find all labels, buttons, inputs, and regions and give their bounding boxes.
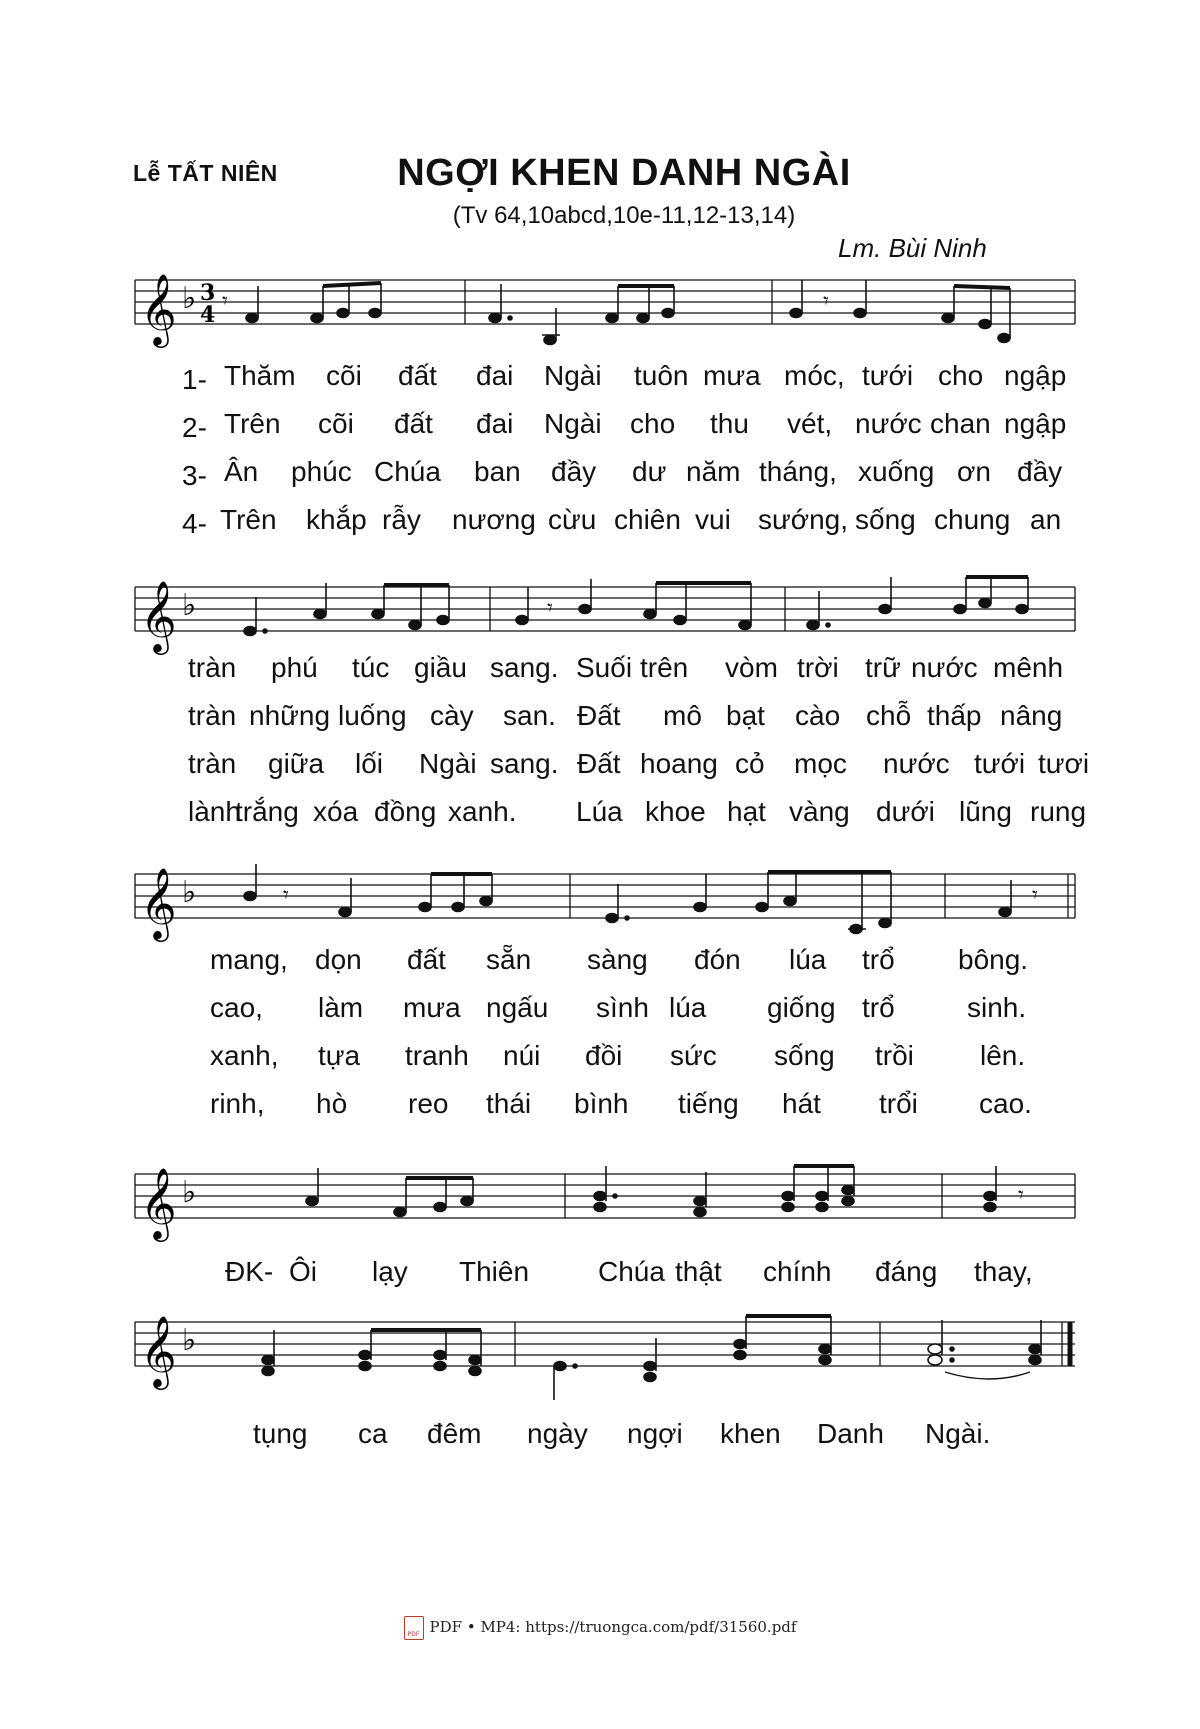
lyric-word: cho bbox=[938, 360, 984, 391]
verse-number: 4- bbox=[182, 508, 207, 539]
svg-text:♭: ♭ bbox=[182, 1175, 197, 1210]
lyric-word: trồi bbox=[875, 1040, 914, 1071]
lyric-word: trữ bbox=[865, 652, 901, 683]
footer-link[interactable]: PDF • MP4: https://truongca.com/pdf/31560.pdf bbox=[429, 1618, 797, 1636]
lyric-word: cày bbox=[430, 700, 474, 731]
svg-text:𝄾: 𝄾 bbox=[823, 288, 829, 313]
lyric-word: nước bbox=[911, 652, 978, 683]
lyric-word: cỏ bbox=[735, 748, 765, 779]
svg-text:♭: ♭ bbox=[182, 1323, 197, 1358]
lyric-word: ngợi bbox=[627, 1418, 683, 1449]
lyric-word: tràn bbox=[188, 652, 237, 683]
footer bbox=[0, 1616, 1200, 1640]
lyric-word: móc, bbox=[784, 360, 845, 391]
lyric-word: nước bbox=[883, 748, 950, 779]
svg-text:𝄾: 𝄾 bbox=[222, 288, 228, 313]
lyric-word: bông. bbox=[958, 944, 1029, 975]
lyric-word: xóa bbox=[313, 796, 359, 827]
treble-clef-icon: 𝄞 bbox=[140, 1314, 177, 1387]
lyric-word: thái bbox=[486, 1088, 532, 1119]
lyric-word: những bbox=[249, 700, 331, 731]
lyric-word: Ngài bbox=[419, 748, 477, 779]
lyric-word: khắp bbox=[306, 504, 367, 535]
lyric-word: cho bbox=[630, 408, 676, 439]
lyric-word: cõi bbox=[318, 408, 354, 439]
lyric-word: sình bbox=[596, 992, 649, 1023]
lyric-word: mang, bbox=[210, 944, 288, 975]
lyric-word: ban bbox=[474, 456, 521, 487]
verse-number: 2- bbox=[182, 412, 207, 443]
lyric-word: vàng bbox=[789, 796, 850, 827]
lyric-word: an bbox=[1030, 504, 1062, 535]
staff-system-4 bbox=[0, 1152, 1200, 1242]
lyric-word: lúa bbox=[669, 992, 707, 1023]
lyric-word: nâng bbox=[1000, 700, 1063, 731]
lyric-word: sang. bbox=[490, 652, 559, 683]
svg-text:♭: ♭ bbox=[182, 588, 197, 623]
lyric-word: mô bbox=[663, 700, 702, 731]
lyric-word: hạt bbox=[727, 796, 766, 827]
svg-text:♭: ♭ bbox=[182, 281, 197, 316]
lyric-word: dưới bbox=[876, 796, 935, 827]
lyric-word: lối bbox=[355, 748, 384, 779]
lyric-word: sống bbox=[774, 1040, 835, 1071]
treble-clef-icon: 𝄞 bbox=[140, 272, 177, 345]
pdf-icon[interactable] bbox=[404, 1616, 424, 1640]
lyric-word: chính bbox=[763, 1256, 832, 1287]
lyric-word: Chúa bbox=[374, 456, 441, 487]
lyric-word: bình bbox=[574, 1088, 629, 1119]
lyric-word: chan bbox=[930, 408, 991, 439]
lyric-word: Đất bbox=[577, 700, 621, 731]
lyric-word: Ân bbox=[224, 456, 259, 487]
lyric-word: làm bbox=[318, 992, 364, 1023]
song-title: NGỢI KHEN DANH NGÀI bbox=[397, 152, 851, 194]
lyric-word: đáng bbox=[875, 1256, 938, 1287]
lyric-word: cõi bbox=[326, 360, 362, 391]
lyric-word: lũng bbox=[959, 796, 1012, 827]
lyric-word: mênh bbox=[993, 652, 1064, 683]
lyric-word: khen bbox=[720, 1418, 781, 1449]
lyric-word: Lúa bbox=[576, 796, 623, 827]
lyric-word: Thăm bbox=[224, 360, 296, 391]
time-signature-bottom: 4 bbox=[200, 302, 216, 328]
lyric-word: bạt bbox=[726, 700, 765, 731]
lyric-word: Trên bbox=[220, 504, 277, 535]
lyric-word: tươi bbox=[1038, 748, 1090, 779]
svg-text:𝄾: 𝄾 bbox=[547, 595, 553, 620]
lyric-word: hoang bbox=[640, 748, 718, 779]
lyric-word: chung bbox=[934, 504, 1011, 535]
lyric-word: lành bbox=[188, 796, 241, 827]
lyric-word: sinh. bbox=[967, 992, 1027, 1023]
composer-name: Lm. Bùi Ninh bbox=[838, 233, 987, 263]
lyric-word: cào bbox=[795, 700, 841, 731]
treble-clef-icon: 𝄞 bbox=[140, 1166, 177, 1239]
lyric-word: sức bbox=[670, 1040, 717, 1071]
lyric-word: Chúa bbox=[598, 1256, 665, 1287]
lyric-word: trổ bbox=[862, 992, 895, 1023]
lyric-word: ngấu bbox=[486, 992, 549, 1023]
lyric-word: núi bbox=[503, 1040, 541, 1071]
lyric-word: đai bbox=[476, 360, 514, 391]
lyric-word: đầy bbox=[551, 456, 597, 487]
lyric-word: đất bbox=[394, 408, 433, 439]
lyric-word: ngập bbox=[1004, 360, 1067, 391]
lyric-word: giống bbox=[767, 992, 836, 1023]
lyric-word: chiên bbox=[614, 504, 681, 535]
lyric-word: đêm bbox=[427, 1418, 482, 1449]
lyric-word: tụng bbox=[253, 1418, 308, 1449]
lyric-word: dọn bbox=[315, 944, 362, 975]
lyric-word: tưới bbox=[974, 748, 1026, 779]
lyric-word: ca bbox=[358, 1418, 388, 1449]
lyric-word: tựa bbox=[318, 1040, 361, 1071]
lyric-word: phúc bbox=[291, 456, 352, 487]
lyric-word: Ngài bbox=[544, 360, 602, 391]
lyric-word: trời bbox=[797, 652, 839, 683]
lyric-word: ngập bbox=[1004, 408, 1067, 439]
lyric-word: sướng, bbox=[758, 504, 849, 535]
staff-system-1 bbox=[0, 258, 1200, 348]
lyric-word: sống bbox=[855, 504, 916, 535]
lyric-word: rẫy bbox=[382, 504, 421, 535]
verse-number: 1- bbox=[182, 364, 207, 395]
lyric-word: lạy bbox=[372, 1256, 408, 1287]
lyric-word: lúa bbox=[789, 944, 827, 975]
lyric-word: sẵn bbox=[486, 944, 532, 975]
lyric-word: rinh, bbox=[210, 1088, 265, 1119]
lyric-word: vui bbox=[695, 504, 731, 535]
staff-system-5 bbox=[0, 1300, 1200, 1390]
lyric-word: đất bbox=[398, 360, 437, 391]
lyric-word: nước bbox=[855, 408, 922, 439]
treble-clef-icon: 𝄞 bbox=[140, 579, 177, 652]
lyric-word: thấp bbox=[927, 700, 982, 731]
lyric-word: thu bbox=[710, 408, 749, 439]
lyric-word: tháng, bbox=[759, 456, 837, 487]
staff-system-2 bbox=[0, 565, 1200, 655]
lyric-word: xanh. bbox=[448, 796, 517, 827]
lyric-word: luống bbox=[338, 700, 407, 731]
lyric-word: tưới bbox=[862, 360, 914, 391]
svg-text:𝄾: 𝄾 bbox=[1018, 1182, 1024, 1207]
lyric-word: khoe bbox=[645, 796, 706, 827]
lyric-word: hát bbox=[782, 1088, 821, 1119]
lyric-word: tràn bbox=[188, 748, 237, 779]
svg-text:♭: ♭ bbox=[182, 875, 197, 910]
refrain-label: ĐK- bbox=[225, 1256, 274, 1287]
lyric-word: cừu bbox=[548, 504, 597, 535]
lyric-word: trên bbox=[640, 652, 689, 683]
lyric-word: đồng bbox=[374, 796, 437, 827]
lyric-word: xuống bbox=[858, 456, 935, 487]
lyric-word: Ngài. bbox=[925, 1418, 991, 1449]
lyric-word: mưa bbox=[403, 992, 461, 1023]
lyric-word: Ngài bbox=[544, 408, 602, 439]
lyric-word: nương bbox=[452, 504, 536, 535]
verse-number: 3- bbox=[182, 460, 207, 491]
lyric-word: trổi bbox=[879, 1088, 918, 1119]
lyric-word: Trên bbox=[224, 408, 281, 439]
lyric-word: chỗ bbox=[866, 700, 912, 731]
lyric-word: xanh, bbox=[210, 1040, 279, 1071]
lyric-word: năm bbox=[686, 456, 741, 487]
lyric-word: reo bbox=[408, 1088, 449, 1119]
lyric-word: tranh bbox=[405, 1040, 469, 1071]
time-signature-top: 3 bbox=[200, 280, 216, 306]
treble-clef-icon: 𝄞 bbox=[140, 866, 177, 939]
lyric-word: trổ bbox=[862, 944, 895, 975]
lyric-word: vét, bbox=[787, 408, 833, 439]
svg-text:𝄾: 𝄾 bbox=[1032, 882, 1038, 907]
lyric-word: thay, bbox=[974, 1256, 1033, 1287]
lyric-word: ơn bbox=[957, 456, 991, 487]
lyric-word: Thiên bbox=[459, 1256, 530, 1287]
lyric-word: giầu bbox=[414, 652, 467, 683]
lyric-word: dư bbox=[632, 456, 667, 487]
occasion-label: Lễ TẤT NIÊN bbox=[133, 160, 278, 186]
lyric-word: thật bbox=[675, 1256, 722, 1287]
lyric-word: Ôi bbox=[289, 1256, 317, 1287]
lyric-word: đón bbox=[694, 944, 741, 975]
psalm-reference: (Tv 64,10abcd,10e-11,12-13,14) bbox=[452, 202, 796, 229]
lyric-word: giữa bbox=[268, 748, 325, 779]
lyric-word: ngày bbox=[527, 1418, 588, 1449]
lyric-word: tuôn bbox=[634, 360, 689, 391]
lyric-word: sàng bbox=[587, 944, 648, 975]
lyric-word: túc bbox=[352, 652, 390, 683]
lyric-word: vòm bbox=[725, 652, 778, 683]
lyric-word: cao. bbox=[979, 1088, 1032, 1119]
lyric-word: mọc bbox=[794, 748, 847, 779]
lyric-word: Đất bbox=[577, 748, 621, 779]
lyric-word: mưa bbox=[703, 360, 761, 391]
lyric-word: đồi bbox=[585, 1040, 623, 1071]
lyric-word: sang. bbox=[490, 748, 559, 779]
lyric-word: cao, bbox=[210, 992, 263, 1023]
lyric-word: san. bbox=[503, 700, 556, 731]
lyric-word: Danh bbox=[817, 1418, 884, 1449]
lyric-word: đầy bbox=[1017, 456, 1063, 487]
lyric-word: phú bbox=[271, 652, 318, 683]
lyric-word: tràn bbox=[188, 700, 237, 731]
lyric-word: Suối bbox=[576, 652, 633, 683]
lyric-word: rung bbox=[1030, 796, 1087, 827]
lyric-word: lên. bbox=[980, 1040, 1026, 1071]
lyric-word: đai bbox=[476, 408, 514, 439]
lyric-word: tiếng bbox=[678, 1088, 739, 1119]
svg-text:𝄾: 𝄾 bbox=[283, 882, 289, 907]
lyric-word: hò bbox=[316, 1088, 348, 1119]
staff-system-3 bbox=[0, 852, 1200, 942]
lyric-word: trắng bbox=[235, 796, 299, 827]
lyric-word: đất bbox=[407, 944, 446, 975]
